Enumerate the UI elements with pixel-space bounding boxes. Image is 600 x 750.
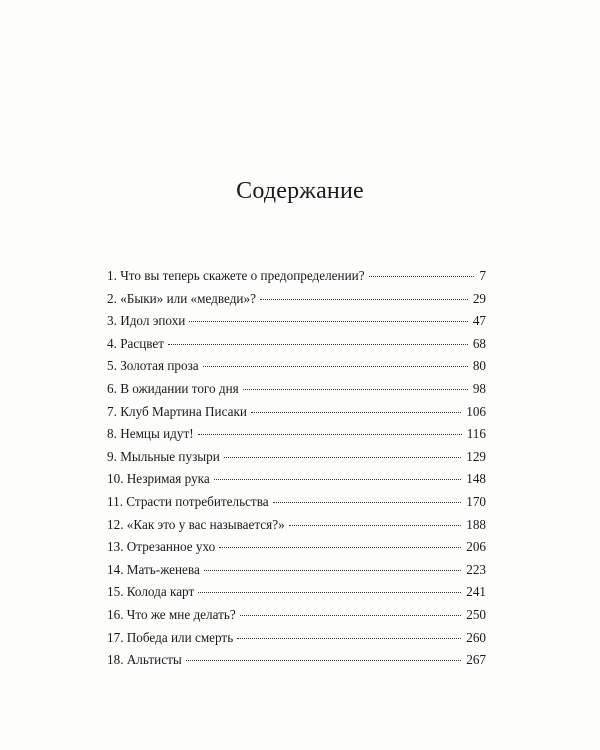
toc-entry-17 bbox=[107, 627, 486, 650]
toc-entry-title: 11. Страсти потребительства bbox=[107, 493, 269, 509]
toc-entry-title: 10. Незримая рука bbox=[107, 471, 210, 487]
toc-entry-title: 6. В ожидании того дня bbox=[107, 380, 239, 396]
toc-entry-page: 80 bbox=[472, 358, 486, 374]
toc-entry-title: 13. Отрезанное ухо bbox=[107, 539, 216, 555]
toc-entry-page: 98 bbox=[472, 380, 486, 396]
toc-entry-9 bbox=[107, 446, 486, 469]
toc-entry-title: 4. Расцвет bbox=[107, 335, 165, 351]
toc-entry-page: 250 bbox=[466, 606, 486, 622]
dot-leader bbox=[273, 502, 462, 503]
table-of-contents bbox=[107, 265, 486, 672]
toc-entry-page: 148 bbox=[466, 471, 486, 487]
toc-entry-4 bbox=[107, 333, 486, 356]
dot-leader bbox=[369, 276, 475, 277]
dot-leader bbox=[224, 457, 461, 458]
toc-entry-page: 129 bbox=[466, 448, 486, 464]
toc-entry-16 bbox=[107, 604, 486, 627]
toc-entry-page: 267 bbox=[466, 652, 486, 668]
toc-entry-page: 29 bbox=[472, 290, 486, 306]
toc-entry-title: 1. Что вы теперь скажете о предопределении? bbox=[107, 268, 365, 283]
toc-entry-title: 12. «Как это у вас называется?» bbox=[107, 516, 285, 532]
toc-entry-title: 16. Что же мне делать? bbox=[107, 606, 236, 622]
toc-entry-page: 241 bbox=[466, 584, 486, 600]
dot-leader bbox=[186, 660, 462, 661]
dot-leader bbox=[251, 412, 461, 413]
dot-leader bbox=[198, 434, 462, 435]
toc-entry-title: 9. Мыльные пузыри bbox=[107, 448, 220, 464]
toc-entry-page: 68 bbox=[472, 335, 486, 351]
toc-entry-page: 223 bbox=[466, 561, 486, 577]
toc-entry-15 bbox=[107, 581, 486, 604]
toc-entry-title: 14. Мать-женева bbox=[107, 561, 200, 577]
toc-entry-18 bbox=[107, 649, 486, 672]
dot-leader bbox=[204, 570, 461, 571]
toc-entry-title: 5. Золотая проза bbox=[107, 358, 199, 374]
dot-leader bbox=[240, 615, 461, 616]
dot-leader bbox=[189, 321, 467, 322]
dot-leader bbox=[214, 479, 461, 480]
toc-entry-10 bbox=[107, 468, 486, 491]
dot-leader bbox=[243, 389, 468, 390]
toc-entry-page: 188 bbox=[466, 516, 486, 532]
toc-entry-page: 106 bbox=[466, 403, 486, 419]
page-title: Содержание bbox=[236, 178, 364, 204]
toc-entry-title: 17. Победа или смерть bbox=[107, 629, 234, 645]
toc-entry-5 bbox=[107, 355, 486, 378]
dot-leader bbox=[203, 366, 468, 367]
toc-entry-6 bbox=[107, 378, 486, 401]
toc-entry-8 bbox=[107, 423, 486, 446]
dot-leader bbox=[219, 547, 461, 548]
toc-entry-page: 47 bbox=[472, 313, 486, 329]
toc-entry-page: 260 bbox=[466, 629, 486, 645]
dot-leader bbox=[168, 344, 468, 345]
toc-entry-1 bbox=[107, 265, 486, 288]
dot-leader bbox=[237, 638, 461, 639]
toc-entry-page: 7 bbox=[479, 268, 486, 283]
toc-entry-title: 3. Идол эпохи bbox=[107, 313, 186, 329]
toc-entry-11 bbox=[107, 491, 486, 514]
toc-entry-title: 15. Колода карт bbox=[107, 584, 195, 600]
toc-entry-13 bbox=[107, 536, 486, 559]
toc-entry-14 bbox=[107, 559, 486, 582]
toc-entry-title: 7. Клуб Мартина Писаки bbox=[107, 403, 247, 419]
dot-leader bbox=[260, 299, 468, 300]
toc-entry-title: 2. «Быки» или «медведи»? bbox=[107, 290, 256, 306]
toc-entry-2 bbox=[107, 288, 486, 311]
toc-entry-title: 18. Альтисты bbox=[107, 652, 182, 668]
dot-leader bbox=[198, 592, 461, 593]
toc-entry-page: 206 bbox=[466, 539, 486, 555]
dot-leader bbox=[289, 525, 462, 526]
toc-entry-title: 8. Немцы идут! bbox=[107, 426, 194, 442]
toc-entry-page: 170 bbox=[466, 493, 486, 509]
toc-entry-7 bbox=[107, 401, 486, 424]
toc-entry-page: 116 bbox=[466, 426, 486, 442]
toc-entry-12 bbox=[107, 514, 486, 537]
toc-entry-3 bbox=[107, 310, 486, 333]
